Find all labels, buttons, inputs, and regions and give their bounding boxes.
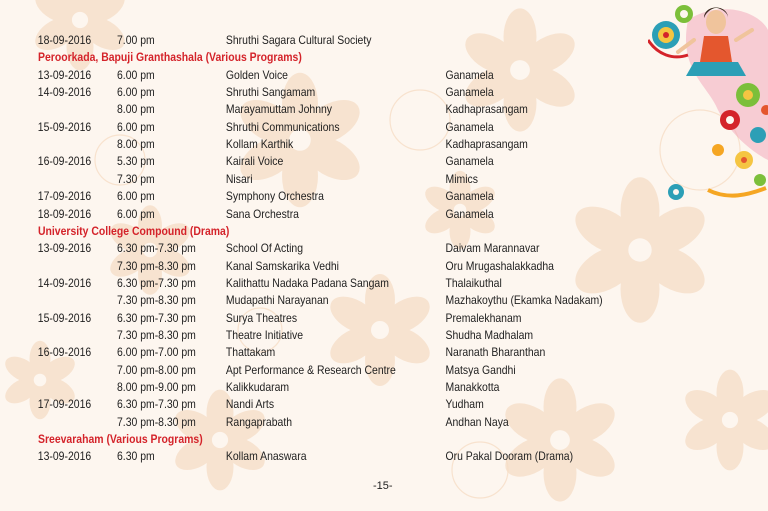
page-number: -15-	[373, 480, 393, 492]
troupe-cell: Nandi Arts	[225, 398, 275, 412]
schedule-row	[0, 206, 576, 223]
troupe-cell: Shruthi Sagara Cultural Society	[225, 34, 372, 47]
program-cell: Matsya Gandhi	[445, 363, 516, 377]
date-cell: 15-09-2016	[37, 311, 92, 325]
time-cell: 6.00 pm-7.00 pm	[117, 346, 196, 360]
schedule-row	[0, 258, 576, 275]
program-cell: Andhan Naya	[445, 415, 509, 429]
section-heading: Sreevaraham (Various Programs)	[38, 433, 203, 447]
program-cell: Yudham	[445, 398, 484, 412]
schedule-row	[0, 67, 576, 84]
time-cell: 7.00 pm	[117, 34, 155, 47]
schedule-row	[0, 84, 576, 101]
time-cell: 5.30 pm	[117, 155, 155, 169]
troupe-cell: Sana Orchestra	[225, 207, 299, 221]
time-cell: 6.00 pm	[117, 86, 155, 100]
schedule-row	[0, 240, 576, 257]
time-cell: 7.30 pm-8.30 pm	[117, 415, 196, 429]
troupe-cell: Theatre Initiative	[225, 328, 304, 342]
schedule-row	[0, 310, 576, 327]
schedule-row	[0, 188, 576, 205]
time-cell: 6.00 pm	[117, 190, 155, 204]
program-cell: Kadhaprasangam	[445, 103, 528, 117]
program-cell: Mazhakoythu (Ekamka Nadakam)	[445, 294, 603, 308]
troupe-cell: Kollam Karthik	[225, 138, 294, 152]
troupe-cell: School Of Acting	[225, 242, 304, 256]
schedule-row	[0, 119, 576, 136]
program-cell: Thalaikuthal	[445, 276, 502, 290]
schedule-row	[0, 379, 576, 396]
program-cell: Ganamela	[445, 68, 494, 82]
program-cell: Premalekhanam	[445, 311, 522, 325]
program-cell: Shudha Madhalam	[445, 328, 534, 342]
troupe-cell: Nisari	[225, 172, 253, 186]
time-cell: 6.00 pm	[117, 68, 155, 82]
date-cell: 16-09-2016	[37, 155, 92, 169]
time-cell: 6.30 pm	[117, 450, 155, 464]
program-cell: Ganamela	[445, 155, 494, 169]
date-cell: 13-09-2016	[37, 450, 92, 464]
time-cell: 6.00 pm	[117, 207, 155, 221]
schedule-row	[0, 275, 576, 292]
schedule-row	[0, 32, 576, 49]
troupe-cell: Surya Theatres	[225, 311, 298, 325]
program-cell: Kadhaprasangam	[445, 138, 528, 152]
troupe-cell: Mudapathi Narayanan	[225, 294, 329, 308]
schedule-row	[0, 448, 576, 465]
program-cell: Oru Pakal Dooram (Drama)	[445, 450, 574, 464]
date-cell: 18-09-2016	[37, 207, 92, 221]
troupe-cell: Rangaprabath	[225, 415, 293, 429]
troupe-cell: Shruthi Sangamam	[225, 86, 316, 100]
section-heading: University College Compound (Drama)	[38, 224, 230, 238]
troupe-cell: Kalikkudaram	[225, 381, 290, 394]
troupe-cell: Thattakam	[225, 346, 276, 360]
troupe-cell: Symphony Orchestra	[225, 190, 324, 204]
program-cell: Ganamela	[445, 86, 494, 100]
date-cell: 14-09-2016	[37, 276, 92, 290]
time-cell: 6.30 pm-7.30 pm	[117, 242, 196, 256]
date-cell: 17-09-2016	[37, 398, 92, 412]
time-cell: 8.00 pm-9.00 pm	[117, 381, 196, 394]
program-cell: Manakkotta	[445, 381, 500, 394]
time-cell: 6.00 pm	[117, 120, 155, 134]
time-cell: 6.30 pm-7.30 pm	[117, 398, 196, 412]
schedule-row	[0, 171, 576, 188]
time-cell: 7.00 pm-8.00 pm	[117, 363, 196, 377]
troupe-cell: Kairali Voice	[225, 155, 284, 169]
schedule-row	[0, 292, 603, 309]
date-cell: 17-09-2016	[37, 190, 92, 204]
date-cell: 13-09-2016	[37, 68, 92, 82]
program-cell: Daivam Marannavar	[445, 242, 540, 256]
date-cell: 14-09-2016	[37, 86, 92, 100]
time-cell: 6.30 pm-7.30 pm	[117, 311, 196, 325]
section-heading: Peroorkada, Bapuji Granthashala (Various Programs)	[38, 51, 302, 65]
troupe-cell: Golden Voice	[225, 68, 288, 82]
date-cell: 18-09-2016	[37, 34, 92, 47]
date-cell: 13-09-2016	[37, 242, 92, 256]
time-cell: 7.30 pm-8.30 pm	[117, 328, 196, 342]
troupe-cell: Kalithattu Nadaka Padana Sangam	[225, 276, 389, 290]
program-cell: Naranath Bharanthan	[445, 346, 546, 360]
schedule-row	[0, 327, 576, 344]
schedule-row	[0, 414, 576, 431]
schedule-row	[0, 136, 576, 153]
program-cell: Ganamela	[445, 190, 494, 204]
schedule-row	[0, 153, 576, 170]
time-cell: 7.30 pm	[117, 172, 155, 186]
troupe-cell: Kanal Samskarika Vedhi	[225, 259, 340, 273]
schedule-row	[0, 396, 576, 413]
date-cell: 16-09-2016	[37, 346, 92, 360]
time-cell: 8.00 pm	[117, 138, 155, 152]
troupe-cell: Kollam Anaswara	[225, 450, 307, 464]
program-cell: Oru Mrugashalakkadha	[445, 259, 554, 273]
program-cell: Mimics	[445, 172, 478, 186]
time-cell: 7.30 pm-8.30 pm	[117, 294, 196, 308]
time-cell: 7.30 pm-8.30 pm	[117, 259, 196, 273]
troupe-cell: Shruthi Communications	[225, 120, 340, 134]
schedule-row	[0, 101, 576, 118]
schedule-row	[0, 362, 576, 379]
troupe-cell: Apt Performance & Research Centre	[225, 363, 396, 377]
program-cell: Ganamela	[445, 120, 494, 134]
schedule-row	[0, 344, 576, 361]
time-cell: 8.00 pm	[117, 103, 155, 117]
program-cell: Ganamela	[445, 207, 494, 221]
date-cell: 15-09-2016	[37, 120, 92, 134]
troupe-cell: Marayamuttam Johnny	[225, 103, 333, 117]
time-cell: 6.30 pm-7.30 pm	[117, 276, 196, 290]
